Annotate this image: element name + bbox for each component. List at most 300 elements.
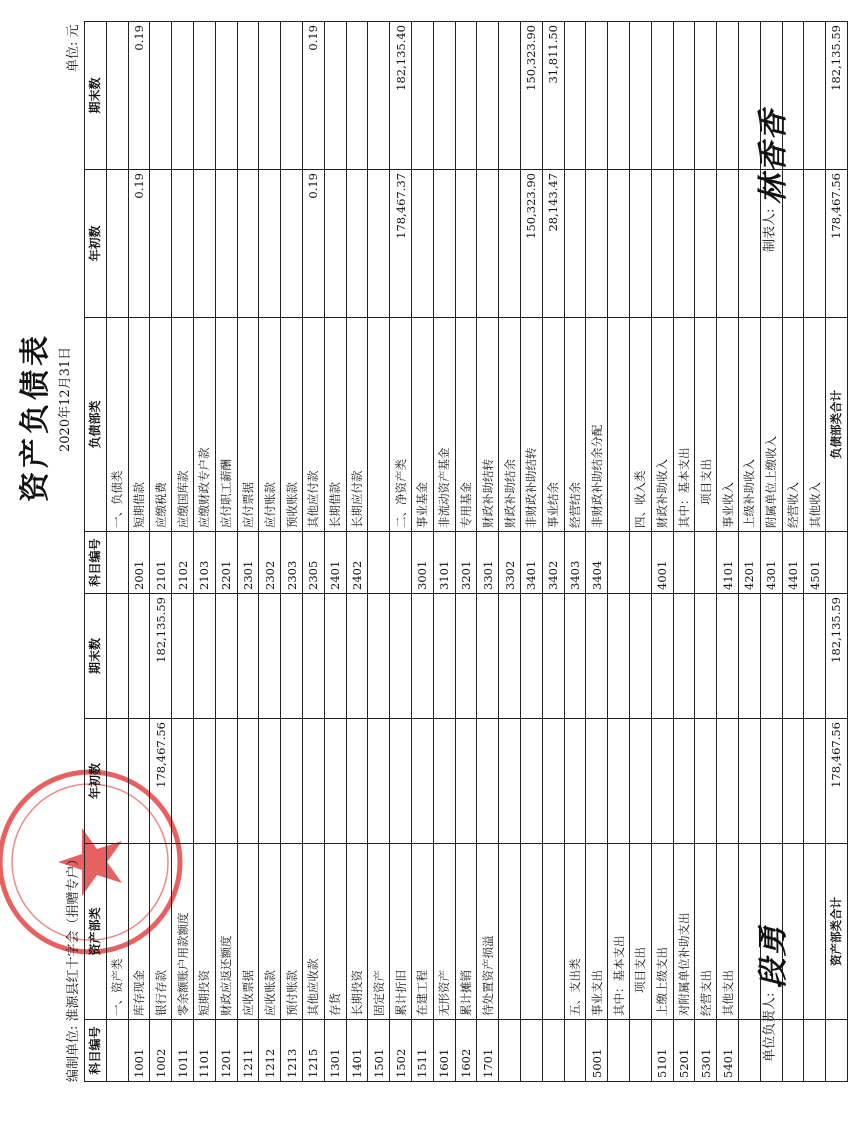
- table-cell: [782, 719, 804, 844]
- table-cell: [128, 719, 150, 844]
- table-cell: [411, 170, 433, 318]
- table-cell: 财政补助结余: [499, 318, 521, 532]
- table-cell: 累计折旧: [390, 844, 412, 1020]
- table-cell: [717, 170, 739, 318]
- table-cell: 其他支出: [717, 844, 739, 1020]
- table-cell: [717, 594, 739, 719]
- table-cell: [804, 1020, 826, 1082]
- table-cell: 5401: [717, 1020, 739, 1082]
- table-cell: [215, 594, 237, 719]
- table-row: [150, 22, 172, 1082]
- table-row: [411, 22, 433, 1082]
- table-cell: 5201: [673, 1020, 695, 1082]
- table-cell: [455, 594, 477, 719]
- table-cell: 其中：基本支出: [673, 318, 695, 532]
- table-cell: [651, 22, 673, 170]
- table-cell: [717, 719, 739, 844]
- table-cell: [368, 318, 390, 532]
- table-cell: 1602: [455, 1020, 477, 1082]
- currency-unit: 单位: 元: [66, 24, 81, 72]
- column-header: 期末数: [85, 594, 107, 719]
- table-cell: [499, 22, 521, 170]
- table-row: [281, 22, 303, 1082]
- table-cell: 0.19: [302, 22, 324, 170]
- table-cell: [433, 170, 455, 318]
- unit-head-sign: 段勇: [756, 924, 791, 989]
- table-cell: 应付账款: [259, 318, 281, 532]
- table-cell: [804, 22, 826, 170]
- organization-line: [62, 852, 81, 1082]
- table-cell: 1213: [281, 1020, 303, 1082]
- table-cell: [259, 22, 281, 170]
- table-cell: 固定资产: [368, 844, 390, 1020]
- table-cell: 存货: [324, 844, 346, 1020]
- table-cell: 1502: [390, 1020, 412, 1082]
- table-cell: 预收账款: [281, 318, 303, 532]
- table-cell: [106, 170, 128, 318]
- table-cell: [520, 1020, 542, 1082]
- table-row: [259, 22, 281, 1082]
- table-cell: 长期应付款: [346, 318, 368, 532]
- table-cell: 4501: [804, 532, 826, 594]
- table-cell: [368, 170, 390, 318]
- table-cell: 1601: [433, 1020, 455, 1082]
- table-cell: [564, 594, 586, 719]
- table-cell: [106, 532, 128, 594]
- table-cell: [150, 22, 172, 170]
- table-cell: [629, 1020, 651, 1082]
- table-cell: [193, 719, 215, 844]
- table-cell: [673, 170, 695, 318]
- table-cell: 待处置资产损溢: [477, 844, 499, 1020]
- table-cell: 附属单位上缴收入: [760, 318, 782, 532]
- table-row: [673, 22, 695, 1082]
- table-cell: [608, 594, 630, 719]
- table-cell: [390, 719, 412, 844]
- table-cell: [106, 22, 128, 170]
- table-cell: [673, 594, 695, 719]
- table-cell: 2305: [302, 532, 324, 594]
- table-cell: [433, 22, 455, 170]
- table-row: [324, 22, 346, 1082]
- table-cell: 1101: [193, 1020, 215, 1082]
- table-cell: [259, 170, 281, 318]
- table-cell: [259, 594, 281, 719]
- table-cell: [346, 719, 368, 844]
- table-cell: [804, 170, 826, 318]
- table-cell: [455, 22, 477, 170]
- table-cell: 1002: [150, 1020, 172, 1082]
- table-cell: [499, 170, 521, 318]
- table-cell: 经营结余: [564, 318, 586, 532]
- table-cell: [281, 594, 303, 719]
- table-row: [477, 22, 499, 1082]
- table-row: [433, 22, 455, 1082]
- table-cell: [695, 532, 717, 594]
- table-cell: [346, 170, 368, 318]
- table-cell: [695, 719, 717, 844]
- table-cell: 1212: [259, 1020, 281, 1082]
- table-cell: [608, 170, 630, 318]
- table-cell: 项目支出: [629, 844, 651, 1020]
- table-cell: 3001: [411, 532, 433, 594]
- table-cell: 3404: [586, 532, 608, 594]
- table-cell: [629, 594, 651, 719]
- table-cell: [608, 719, 630, 844]
- table-cell: 5301: [695, 1020, 717, 1082]
- table-row: [804, 22, 826, 1082]
- table-cell: [455, 719, 477, 844]
- preparer-sign: 林香香: [756, 108, 791, 205]
- table-cell: 其他应付款: [302, 318, 324, 532]
- liability-total-label: 负债部类合计: [826, 318, 848, 532]
- table-row: [717, 22, 739, 1082]
- table-cell: [390, 594, 412, 719]
- table-cell: 2401: [324, 532, 346, 594]
- table-row: [520, 22, 542, 1082]
- table-cell: [695, 170, 717, 318]
- table-cell: [542, 844, 564, 1020]
- table-cell: 4401: [782, 532, 804, 594]
- table-cell: [629, 170, 651, 318]
- table-cell: [629, 22, 651, 170]
- table-cell: [586, 170, 608, 318]
- table-cell: 五、支出类: [564, 844, 586, 1020]
- table-cell: 事业支出: [586, 844, 608, 1020]
- table-cell: 事业结余: [542, 318, 564, 532]
- table-cell: [324, 719, 346, 844]
- table-cell: [608, 532, 630, 594]
- table-cell: [390, 532, 412, 594]
- table-cell: [281, 170, 303, 318]
- table-cell: 应缴税费: [150, 318, 172, 532]
- table-cell: 1301: [324, 1020, 346, 1082]
- table-cell: [193, 594, 215, 719]
- table-cell: [629, 532, 651, 594]
- table-cell: 短期投资: [193, 844, 215, 1020]
- table-cell: [804, 844, 826, 1020]
- table-cell: [477, 594, 499, 719]
- table-cell: [586, 594, 608, 719]
- table-cell: 累计摊销: [455, 844, 477, 1020]
- table-cell: 5101: [651, 1020, 673, 1082]
- table-cell: 28,143.47: [542, 170, 564, 318]
- table-cell: [651, 719, 673, 844]
- table-cell: 4201: [738, 532, 760, 594]
- table-cell: 事业收入: [717, 318, 739, 532]
- table-cell: 2102: [172, 532, 194, 594]
- table-cell: [760, 719, 782, 844]
- table-cell: 财政补助收入: [651, 318, 673, 532]
- asset-total-begin: 178,467.56: [826, 719, 848, 844]
- table-cell: [455, 170, 477, 318]
- table-cell: 无形资产: [433, 844, 455, 1020]
- table-cell: 1511: [411, 1020, 433, 1082]
- table-cell: 零余额账户用款额度: [172, 844, 194, 1020]
- unit-head-label: 单位负责人:: [762, 992, 778, 1062]
- table-cell: [542, 1020, 564, 1082]
- table-cell: [237, 170, 259, 318]
- organization-label: 编制单位:: [66, 1025, 81, 1082]
- table-cell: [717, 22, 739, 170]
- table-cell: 上缴上级支出: [651, 844, 673, 1020]
- table-cell: 4001: [651, 532, 673, 594]
- liability-total-begin: 178,467.56: [826, 170, 848, 318]
- table-cell: 非财政补助结余分配: [586, 318, 608, 532]
- table-cell: 应付职工薪酬: [215, 318, 237, 532]
- table-cell: [106, 1020, 128, 1082]
- table-cell: 5001: [586, 1020, 608, 1082]
- preparer-signature: [748, 108, 792, 252]
- totals-row: [826, 22, 848, 1082]
- table-cell: [673, 532, 695, 594]
- table-row: [128, 22, 150, 1082]
- table-row: [368, 22, 390, 1082]
- table-cell: 应缴国库款: [172, 318, 194, 532]
- table-cell: [608, 1020, 630, 1082]
- table-cell: 4101: [717, 532, 739, 594]
- page-title: 资产负债表: [18, 332, 53, 502]
- table-cell: [673, 719, 695, 844]
- table-cell: [150, 170, 172, 318]
- table-cell: 其他应收款: [302, 844, 324, 1020]
- table-cell: [477, 22, 499, 170]
- table-cell: [564, 170, 586, 318]
- table-cell: [368, 594, 390, 719]
- table-cell: [695, 22, 717, 170]
- table-cell: 2001: [128, 532, 150, 594]
- table-cell: 2402: [346, 532, 368, 594]
- table-cell: 经营收入: [782, 318, 804, 532]
- table-cell: 应收票据: [237, 844, 259, 1020]
- table-cell: 一、负债类: [106, 318, 128, 532]
- table-cell: [128, 594, 150, 719]
- table-cell: [281, 719, 303, 844]
- column-header: 负债部类: [85, 318, 107, 532]
- table-cell: [106, 719, 128, 844]
- table-cell: [804, 594, 826, 719]
- table-cell: 其中：基本支出: [608, 844, 630, 1020]
- column-header: 科目编号: [85, 1020, 107, 1082]
- table-cell: [302, 719, 324, 844]
- table-cell: [695, 594, 717, 719]
- table-cell: 150,323.90: [520, 22, 542, 170]
- table-cell: [172, 22, 194, 170]
- table-row: [651, 22, 673, 1082]
- table-cell: 应付票据: [237, 318, 259, 532]
- table-cell: 专用基金: [455, 318, 477, 532]
- table-cell: [499, 719, 521, 844]
- column-header: 年初数: [85, 170, 107, 318]
- table-cell: 2201: [215, 532, 237, 594]
- table-row: [586, 22, 608, 1082]
- table-cell: 二、净资产类: [390, 318, 412, 532]
- table-cell: [346, 594, 368, 719]
- table-cell: [673, 22, 695, 170]
- table-row: [564, 22, 586, 1082]
- table-cell: [324, 594, 346, 719]
- table-cell: 1701: [477, 1020, 499, 1082]
- table-cell: [542, 594, 564, 719]
- table-row: [629, 22, 651, 1082]
- table-cell: [433, 594, 455, 719]
- table-cell: [477, 719, 499, 844]
- table-cell: [586, 22, 608, 170]
- table-cell: 0.19: [128, 22, 150, 170]
- table-cell: [520, 844, 542, 1020]
- table-cell: [215, 22, 237, 170]
- table-cell: 182,135.40: [390, 22, 412, 170]
- table-row: [455, 22, 477, 1082]
- table-cell: 1211: [237, 1020, 259, 1082]
- balance-sheet-table: [84, 21, 848, 1082]
- table-row: [608, 22, 630, 1082]
- organization-name: 淮源县红十字会（捐赠专户）: [66, 852, 81, 1022]
- table-cell: 3101: [433, 532, 455, 594]
- table-cell: [629, 719, 651, 844]
- table-cell: 3401: [520, 532, 542, 594]
- table-cell: [237, 22, 259, 170]
- table-cell: 1401: [346, 1020, 368, 1082]
- table-cell: [520, 719, 542, 844]
- table-cell: 178,467.37: [390, 170, 412, 318]
- table-cell: [281, 22, 303, 170]
- table-cell: 31,811.50: [542, 22, 564, 170]
- table-row: [499, 22, 521, 1082]
- asset-total-label: 资产部类合计: [826, 844, 848, 1020]
- table-row: [542, 22, 564, 1082]
- table-cell: [411, 594, 433, 719]
- table-row: [390, 22, 412, 1082]
- table-cell: 3402: [542, 532, 564, 594]
- table-cell: [586, 719, 608, 844]
- table-cell: 3302: [499, 532, 521, 594]
- table-cell: 在建工程: [411, 844, 433, 1020]
- table-cell: 上级补助收入: [738, 318, 760, 532]
- table-cell: 3201: [455, 532, 477, 594]
- table-cell: 应收账款: [259, 844, 281, 1020]
- unit-head-signature: [748, 924, 792, 1062]
- table-cell: 1215: [302, 1020, 324, 1082]
- report-date: 2020年12月31日: [58, 346, 73, 452]
- table-cell: [106, 594, 128, 719]
- table-cell: 应缴财政专户款: [193, 318, 215, 532]
- table-cell: [608, 318, 630, 532]
- table-cell: [564, 22, 586, 170]
- table-row: [302, 22, 324, 1082]
- table-cell: [193, 170, 215, 318]
- table-cell: [760, 594, 782, 719]
- table-cell: 长期借款: [324, 318, 346, 532]
- table-cell: [738, 594, 760, 719]
- table-header-row: [85, 22, 107, 1082]
- table-cell: [804, 719, 826, 844]
- table-cell: 一、资产类: [106, 844, 128, 1020]
- table-row: [193, 22, 215, 1082]
- column-header: 资产部类: [85, 844, 107, 1020]
- table-cell: 182,135.59: [150, 594, 172, 719]
- table-cell: 项目支出: [695, 318, 717, 532]
- preparer-label: 制表人:: [762, 208, 778, 252]
- table-row: [106, 22, 128, 1082]
- table-cell: [324, 170, 346, 318]
- table-cell: [172, 719, 194, 844]
- table-cell: 财政补助结转: [477, 318, 499, 532]
- table-cell: [433, 719, 455, 844]
- table-cell: 1201: [215, 1020, 237, 1082]
- table-cell: 银行存款: [150, 844, 172, 1020]
- column-header: 科目编号: [85, 532, 107, 594]
- table-cell: [237, 719, 259, 844]
- table-cell: [782, 594, 804, 719]
- table-cell: 2303: [281, 532, 303, 594]
- table-cell: 非流动资产基金: [433, 318, 455, 532]
- table-cell: 2302: [259, 532, 281, 594]
- table-cell: 事业基金: [411, 318, 433, 532]
- table-row: [215, 22, 237, 1082]
- table-cell: 财政应返还额度: [215, 844, 237, 1020]
- table-cell: 2101: [150, 532, 172, 594]
- table-cell: 对附属单位补助支出: [673, 844, 695, 1020]
- table-cell: [738, 719, 760, 844]
- table-cell: [564, 1020, 586, 1082]
- table-row: [172, 22, 194, 1082]
- table-cell: 经营支出: [695, 844, 717, 1020]
- table-cell: [499, 844, 521, 1020]
- table-cell: 长期投资: [346, 844, 368, 1020]
- table-body: [106, 22, 825, 1082]
- table-cell: 1501: [368, 1020, 390, 1082]
- table-cell: [215, 719, 237, 844]
- table-cell: 150,323.90: [520, 170, 542, 318]
- column-header: 期末数: [85, 22, 107, 170]
- table-cell: 3301: [477, 532, 499, 594]
- table-cell: 3403: [564, 532, 586, 594]
- column-header: 年初数: [85, 719, 107, 844]
- table-cell: [346, 22, 368, 170]
- table-cell: [368, 22, 390, 170]
- table-cell: [193, 22, 215, 170]
- table-cell: [651, 170, 673, 318]
- table-cell: [564, 719, 586, 844]
- table-cell: 1001: [128, 1020, 150, 1082]
- table-cell: [411, 719, 433, 844]
- table-cell: [499, 594, 521, 719]
- table-cell: [259, 719, 281, 844]
- table-cell: [368, 719, 390, 844]
- table-cell: [499, 1020, 521, 1082]
- table-cell: 预付账款: [281, 844, 303, 1020]
- table-cell: 178,467.56: [150, 719, 172, 844]
- table-cell: [172, 594, 194, 719]
- table-cell: 库存现金: [128, 844, 150, 1020]
- table-cell: 0.19: [128, 170, 150, 318]
- table-cell: [542, 719, 564, 844]
- table-cell: 1011: [172, 1020, 194, 1082]
- asset-total-end: 182,135.59: [826, 594, 848, 719]
- table-cell: 非财政补助结转: [520, 318, 542, 532]
- table-cell: [520, 594, 542, 719]
- table-cell: 短期借款: [128, 318, 150, 532]
- table-cell: 0.19: [302, 170, 324, 318]
- table-cell: [477, 170, 499, 318]
- liability-total-end: 182,135.59: [826, 22, 848, 170]
- table-cell: 四、收入类: [629, 318, 651, 532]
- table-cell: [651, 594, 673, 719]
- table-cell: [324, 22, 346, 170]
- table-cell: [608, 22, 630, 170]
- table-row: [237, 22, 259, 1082]
